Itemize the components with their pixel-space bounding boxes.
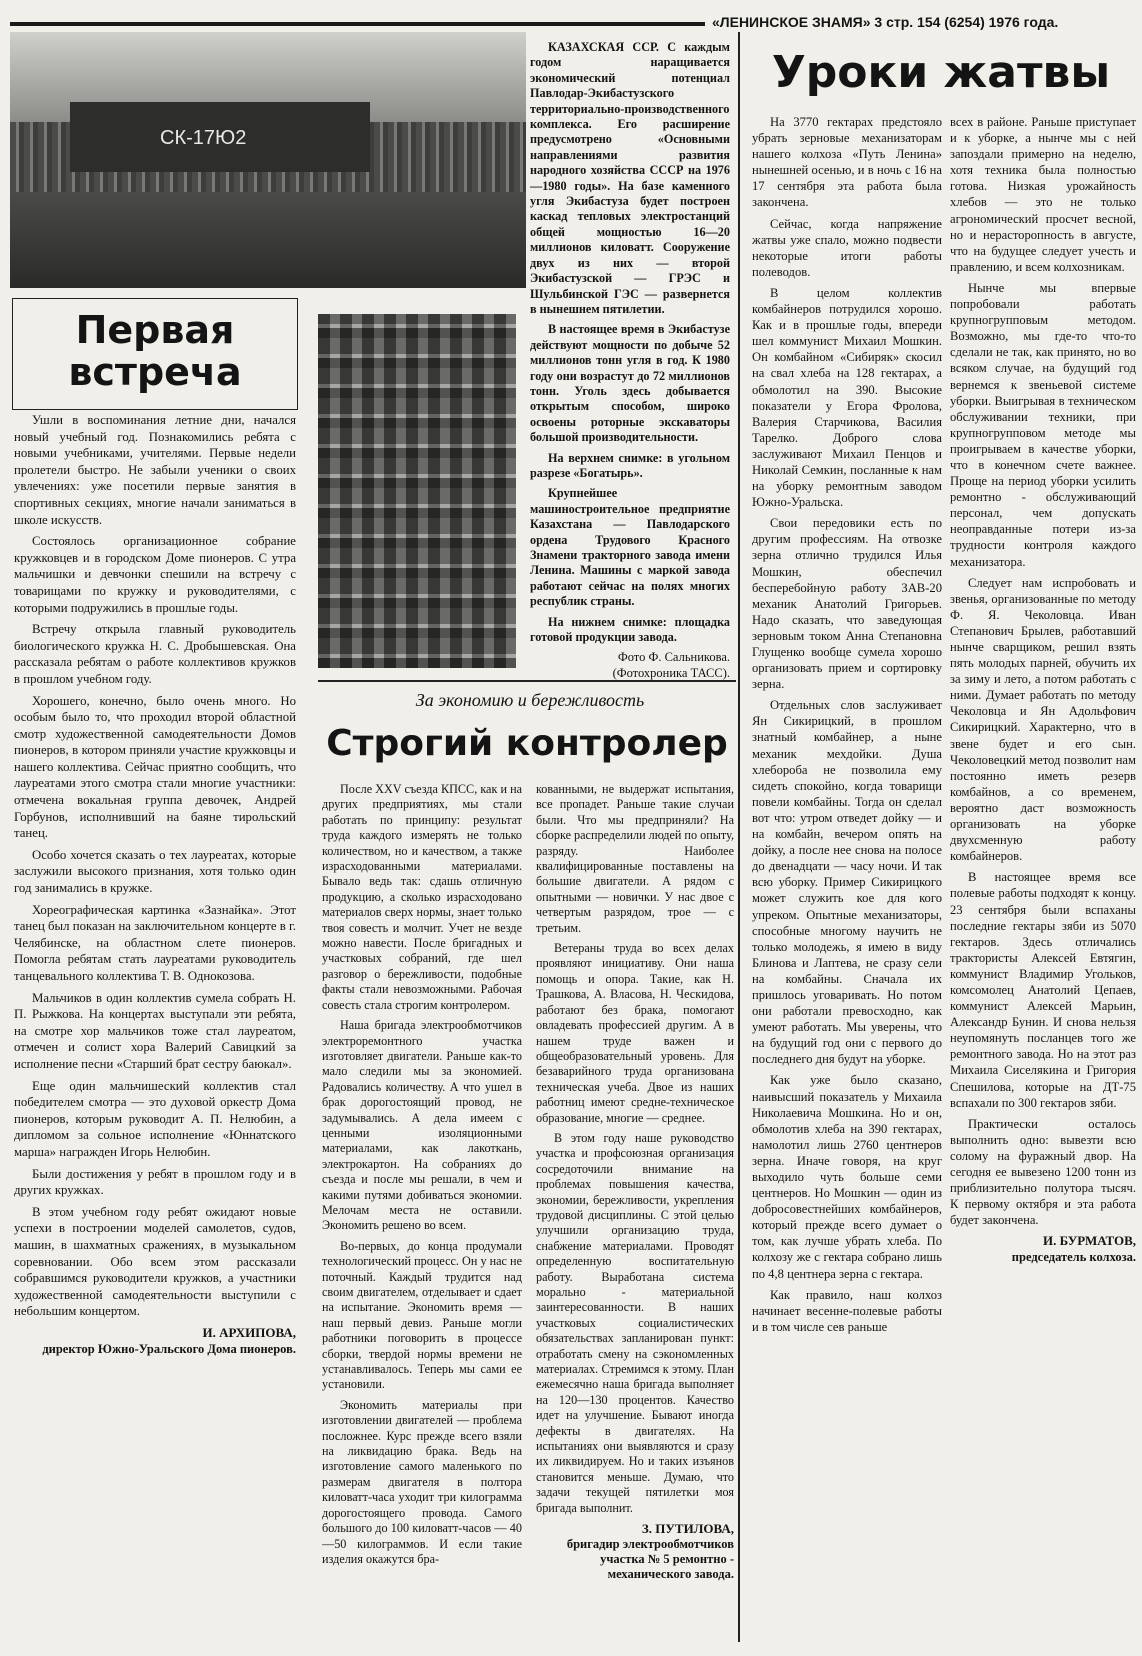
strogiy-title: Строгий контролер	[326, 723, 728, 764]
article-paragraph: Как правило, наш колхоз начинает весенне-полевые работы и в том числе сев раньше	[752, 1287, 942, 1334]
uroki-signature: И. БУРМАТОВ,	[1042, 1233, 1136, 1249]
strogiy-column-2	[536, 782, 734, 1642]
article-paragraph: Отдельных слов заслуживает Ян Сикирицкий, в прошлом знатный комбайнер, а ныне механик мехдойки. Душа хлебороба не позволила ему сидеть спокойно, когда товарищи повели комбайны. Тогда он сделал вот что: утром отведет дойку — и на комбайн, вечером опять на дойку, а после нее снова на полосе до двенадцати — часу ночи. И так всю уборку. Пример Сикирицкого может служить кое для кого упреком. Опытные механизаторы, способные многому научить не только молодежь, я имею в виду Блинова и Лаптева, не сразу сели на комбайны. Сначала их пришлось уговаривать. Но потом они работали превосходно, как умеют работать. Мы уверены, что на будущий год они с первого до последнего дня будут на уборке.	[752, 698, 942, 1067]
article-paragraph: После XXV съезда КПСС, как и на других предприятиях, мы стали работать по принципу: результат труда каждого измерять не только количеством, но и качеством, а также израсходованными материалами. Бывало ведь так: сдашь отличную продукцию, а сколько израсходовано материалов сверх нормы, знает только твоя совесть и молчит. Учет не везде можно навести. После бригадных и участковых собраний, где шел разговор о бережливости, подобные факты стали невозможными. Рабочая совесть стала строгим контролером.	[322, 782, 522, 1012]
article-paragraph: Были достижения у ребят в прошлом году и в других кружках.	[14, 1166, 296, 1198]
pervaya-article	[14, 412, 296, 1642]
strogiy-top-rule	[318, 680, 736, 682]
article-paragraph: Встречу открыла главный руководитель биологического кружка Н. С. Дробышевская. Она рассказала ребятам о работе коллективов кружков в прошлом учебном году.	[14, 622, 296, 686]
excavator-label: СК-17Ю2	[160, 127, 247, 149]
article-paragraph: Во-первых, до конца продумали технологический процесс. Он у нас не поточный. Каждый трудится над своим двигателем, отделывает и сдает на испытание. Экономить время — наш первый девиз. Раньше могли работники поговорить в процессе сборки, твердой нормы времени не устанавливалось. Теперь мы сами ее установили.	[322, 1238, 522, 1392]
article-paragraph: Ушли в воспоминания летние дни, начался новый учебный год. Познакомились ребята с новыми учебниками, учителями. Первые недели пролетели быстро. Не забыли ученики о своих увлечениях: уже посетили первые занятия в спортивных секциях, многие начали заниматься в школе искусств.	[14, 413, 296, 527]
article-paragraph: Следует нам испробовать и звенья, организованные по методу Ф. Я. Чеколовца. Иван Степанович Брылев, работавший нынче сварщиком, решил взять пять молодых парней, обучить их за зиму и лето, а потом работать с ними. Думает работать по методу Чеколовца и Ян Адольфович Сикирицкий. Характерно, что в звене будет и его сын. Чеколовецкий метод позволит нам постоянно иметь резерв комбайнов, а со временем, вероятно даст возможность организовать на уборке двухсменную работу комбайнеров.	[950, 575, 1136, 864]
article-paragraph: кованными, не выдержат испытания, все пропадет. Раньше такие случаи были. Что мы предприняли? На сборке распределили людей по опыту, разряду. Наиболее квалифицированные поставлены на большие двигатели. А рядом с опытными — новички. У нас двое с четвертым разрядом, трое — с третьим.	[536, 782, 734, 935]
article-paragraph: Как уже было сказано, наивысший показатель у Михаила Николаевича Мошкина. Но и он, обмолотив хлеба на 390 гектарах, намолотил лишь 2760 центнеров зерна. Иначе говоря, на круг выходило чуть больше семи центнеров. Но Мошкин — один из добросовестнейших комбайнеров, который прежде всего думает о том, как лучше убрать хлеба. По колхозу же с гектара собрано лишь по 4,8 центнера зерна с гектара.	[752, 1073, 942, 1281]
coal-mine-photo	[10, 32, 526, 288]
masthead: «ЛЕНИНСКОЕ ЗНАМЯ» 3 стр. 154 (6254) 1976 года.	[712, 14, 1059, 30]
article-paragraph: Особо хочется сказать о тех лауреатах, которые заслужили высокого признания, хотя только один год занимались в кружке.	[14, 847, 296, 896]
article-paragraph: Экономить материалы при изготовлении двигателей — проблема посложнее. Курс прежде всего взяли на ликвидацию брака. Ведь на изготовление самого маленького по размерам двигателя в полтора киловатт-часа уходит три килограмма дорогостоящего провода. Самого большого до 100 киловатт-часов — 40—50 килограммов. И если такие изделия окажутся бра-	[322, 1397, 522, 1566]
article-paragraph: Еще один мальчишеский коллектив стал победителем смотра — это духовой оркестр Дома пионеров, которым руководит А. П. Нелюбин, а дипломом за сольное исполнение «Юннатского марша» награжден Игорь Нелюбин.	[14, 1078, 296, 1159]
article-paragraph: Практически осталось выполнить одно: вывезти всю солому на фуражный двор. На сегодня ее вывезено 1200 тонн из приблизительно полутора тысяч. К первому октября и эта работа будет закончена.	[950, 1116, 1136, 1228]
uroki-column-1	[752, 114, 942, 1644]
article-paragraph: Нынче мы впервые попробовали работать крупногрупповым методом. Возможно, мы где-то что-то сделали не так, как принято, но во всяком случае, на будущий год вернемся к звеньевой системе уборки. Выигрывая в техническом обслуживании техники, при крупногрупповом методе мы проигрываем в качестве уборки, что в конечном счете важнее. Проще на период уборки усилить ремонтно - обслуживающий персонал, чем допускать неоправданные потери из-за трудности контроля каждого механизатора.	[950, 280, 1136, 569]
news-caption: На верхнем снимке: в угольном разрезе «Богатырь».	[530, 450, 730, 480]
news-paragraph: В настоящее время в Экибастузе действуют мощности по добыче 52 миллионов тонн угля в год. К 1980 году они возрастут до 72 миллионов тонн. Уголь здесь добывается открытым способом, широко освоены роторные экскаваторы большой производительности.	[530, 322, 730, 445]
uroki-title: Уроки жатвы	[771, 47, 1111, 98]
tractor-yard-photo	[318, 314, 516, 668]
tractors-pattern	[318, 314, 516, 668]
uroki-signature-role: председатель колхоза.	[1011, 1250, 1136, 1265]
article-paragraph: Сейчас, когда напряжение жатвы уже спало, можно подвести некоторые итоги работы полеводов.	[752, 216, 942, 279]
photo-credit: Фото Ф. Сальникова.	[617, 650, 730, 665]
news-paragraph: КАЗАХСКАЯ ССР. С каждым годом наращивается экономический потенциал Павлодар-Экибастузского территориально-производственного комплекса. Его расширение предусмотрено «Основными направлениями развития народного хозяйства СССР на 1976—1980 годы». На базе каменного угля Экибастуза будет построен каскад тепловых электростанций общей мощностью 16—20 миллионов киловатт. Сооружение двух из них — второй Экибастузской — ГРЭС и Шульбинской ГЭС — развернется в нынешнем пятилетии.	[530, 40, 730, 316]
pervaya-signature: И. АРХИПОВА,	[202, 1324, 296, 1340]
news-caption: На нижнем снимке: площадка готовой продукции завода.	[530, 614, 730, 645]
strogiy-signature: З. ПУТИЛОВА,	[641, 1521, 734, 1537]
article-paragraph: В этом году наше руководство участка и профсоюзная организация сосредоточили внимание на проблемах повышения качества, экономии, бережливости, укрепления трудовой дисциплины. С этой целью улучшили организацию труда, снабжение материалами. Проводят определенную воспитательную работу. Выработана система морально - материальной заинтересованности. В наших участковых социалистических обязательствах запланирован пункт: отработать смену на сэкономленных материалах. Стремимся к этому. План ежемесячно наша бригада выполняет на 120—130 процентов. Качество идет на улучшение. Бывают иногда дефекты в двигателях. На испытаниях они выявляются и сразу их ликвидируем. Но и таких изъянов становится меньше. Думаю, что задачи текущей пятилетки моя бригада выполнит.	[536, 1130, 734, 1515]
pervaya-title-line2: встреча	[68, 350, 242, 394]
strogiy-column-1	[322, 782, 522, 1642]
article-paragraph: В этом учебном году ребят ожидают новые успехи в построении моделей самолетов, судов, машин, в шахматных сражениях, в музыкальном соревновании. Обо всем этом рассказали собравшимся руководители кружков, а участники художественной самодеятельности выступили с небольшим концертом.	[14, 1204, 296, 1319]
news-paragraph: Крупнейшее машиностроительное предприятие Казахстана — Павлодарского ордена Трудового Красного Знамени тракторного завода имени Ленина. Машины с маркой завода работают сейчас на полях многих республик страны.	[530, 486, 730, 609]
article-paragraph: Хореографическая картинка «Зазнайка». Этот танец был показан на заключительном концерте в г. Челябинске, на областном слете пионеров. Помогла ребятам стать лауреатами руководитель танцевального коллектива Т. В. Однокозова.	[14, 902, 296, 983]
article-paragraph: В настоящее время все полевые работы подходят к концу. 23 сентября были вспаханы последние гектары зяби из 5070 гектаров. Здесь отличались трактористы Алексей Евтягин, коммунист Владимир Угольков, комсомолец Анатолий Цепаев, коммунист Алексей Марьин, Александр Бунин. И снова нельзя неупомянуть посланцев того же ремонтного завода. Но на этот раз Михаила Сиселякина и Григория Спешилова, которые на ДТ-75 вспахали по 300 гектаров зяби.	[950, 870, 1136, 1110]
article-paragraph: всех в районе. Раньше приступает и к уборке, а нынче мы с ней запоздали примерно на неделю, хотя техника была полностью готова. Низкая урожайность хлебов — это не только агрономический просчет весной, но и нерасторопность в августе, что на будущее следует учесть и правлению, и всем колхозникам.	[950, 115, 1136, 274]
article-paragraph: Наша бригада электрообмотчиков электроремонтного участка изготовляет двигатели. Раньше как-то мало следили мы за экономией. Радовались количеству. А что ушел в брак дорогостоящий провод, не задумывались. А дела имеем с ценными изоляционными материалами, как лакоткань, электрокартон. На собраниях до съезда и после мы решали, в чем и какими путями добиваться экономии. Мелочам места не оставили. Экономить решено во всем.	[322, 1018, 522, 1233]
pervaya-title-box	[12, 298, 298, 410]
strogiy-rubric: За экономию и бережливость	[415, 690, 645, 710]
masthead-rule	[10, 22, 705, 26]
pervaya-signature-role: директор Южно-Уральского Дома пионеров.	[42, 1342, 296, 1357]
kazakh-news-article	[530, 40, 730, 680]
photo-agency: (Фотохроника ТАСС).	[612, 665, 730, 680]
photo-ground	[10, 192, 526, 288]
article-paragraph: Мальчиков в один коллектив сумела собрать Н. П. Рыжкова. На концертах выступали эти ребята, на смотре хор мальчиков тоже стал лауреатом, отмечен и солист хора Валерий Савицкий за исполнение песни «Старший брат сестру баюкал».	[14, 990, 296, 1071]
article-paragraph: Хорошего, конечно, было очень много. Но особым было то, что проходил второй областной смотр художественной самодеятельности Домов пионеров, в котором приняли участие кружковцы и нашего коллектива. Сейчас приятно сообщить, что лауреатами этого смотра стали многие участники: отмечена вокальная группа девочек, Андрей Горбунов, исполнивший на баяне тирольский танец.	[14, 693, 296, 841]
strogiy-signature-role: бригадир электрообмотчиков участка № 5 ремонтно - механического завода.	[566, 1536, 734, 1582]
article-paragraph: Свои передовики есть по другим профессиям. На отвозке зерна отлично трудился Илья Мошкин, обеспечил бесперебойную работу ЗАВ-20 механик Анатолий Григорьев. Надо сказать, что заведующая зерновым током Анна Степановна Глущенко вообще сумела хорошо организовать прием и сортировку зерна.	[752, 516, 942, 692]
article-paragraph: Состоялось организационное собрание кружковцев и в городском Доме пионеров. С утра мальчишки и девчонки спешили на встречу с товарищами по кружку и руководителями, с которыми подружились в прошлые годы.	[14, 534, 296, 615]
article-paragraph: На 3770 гектарах предстояло убрать зерновые механизаторам нашего колхоза «Путь Ленина» нынешней осенью, и в ночь с 16 на 17 сентября эта работа была закончена.	[752, 115, 942, 210]
pervaya-title-line1: Первая	[75, 308, 235, 352]
uroki-column-2	[950, 114, 1136, 1644]
article-paragraph: В целом коллектив комбайнеров потрудился хорошо. Как и в прошлые годы, впереди шел коммунист Михаил Мошкин. Он комбайном «Сибиряк» скосил на свал хлеба на 128 гектарах, а обмолотил на 390. Высокие показатели у Егора Фролова, Валерия Старчикова, Василия Тарелко. Доброго слова заслуживают Михаил Пенцов и Николай Семкин, посланные к нам на уборку ремонтным заводом Южно-Уральска.	[752, 285, 942, 510]
article-paragraph: Ветераны труда во всех делах проявляют инициативу. Они наша помощь и опора. Такие, как Н. Трашкова, А. Власова, Н. Ческидова, работают без брака, помогают овладевать профессией другим. А в нашем труде важен и общеобразовательный уровень. Для безаварийного труда организована техническая учеба. Двое из наших работниц имеют средне-техническое образование, многие — среднее.	[536, 941, 734, 1125]
column-divider	[738, 32, 740, 1642]
